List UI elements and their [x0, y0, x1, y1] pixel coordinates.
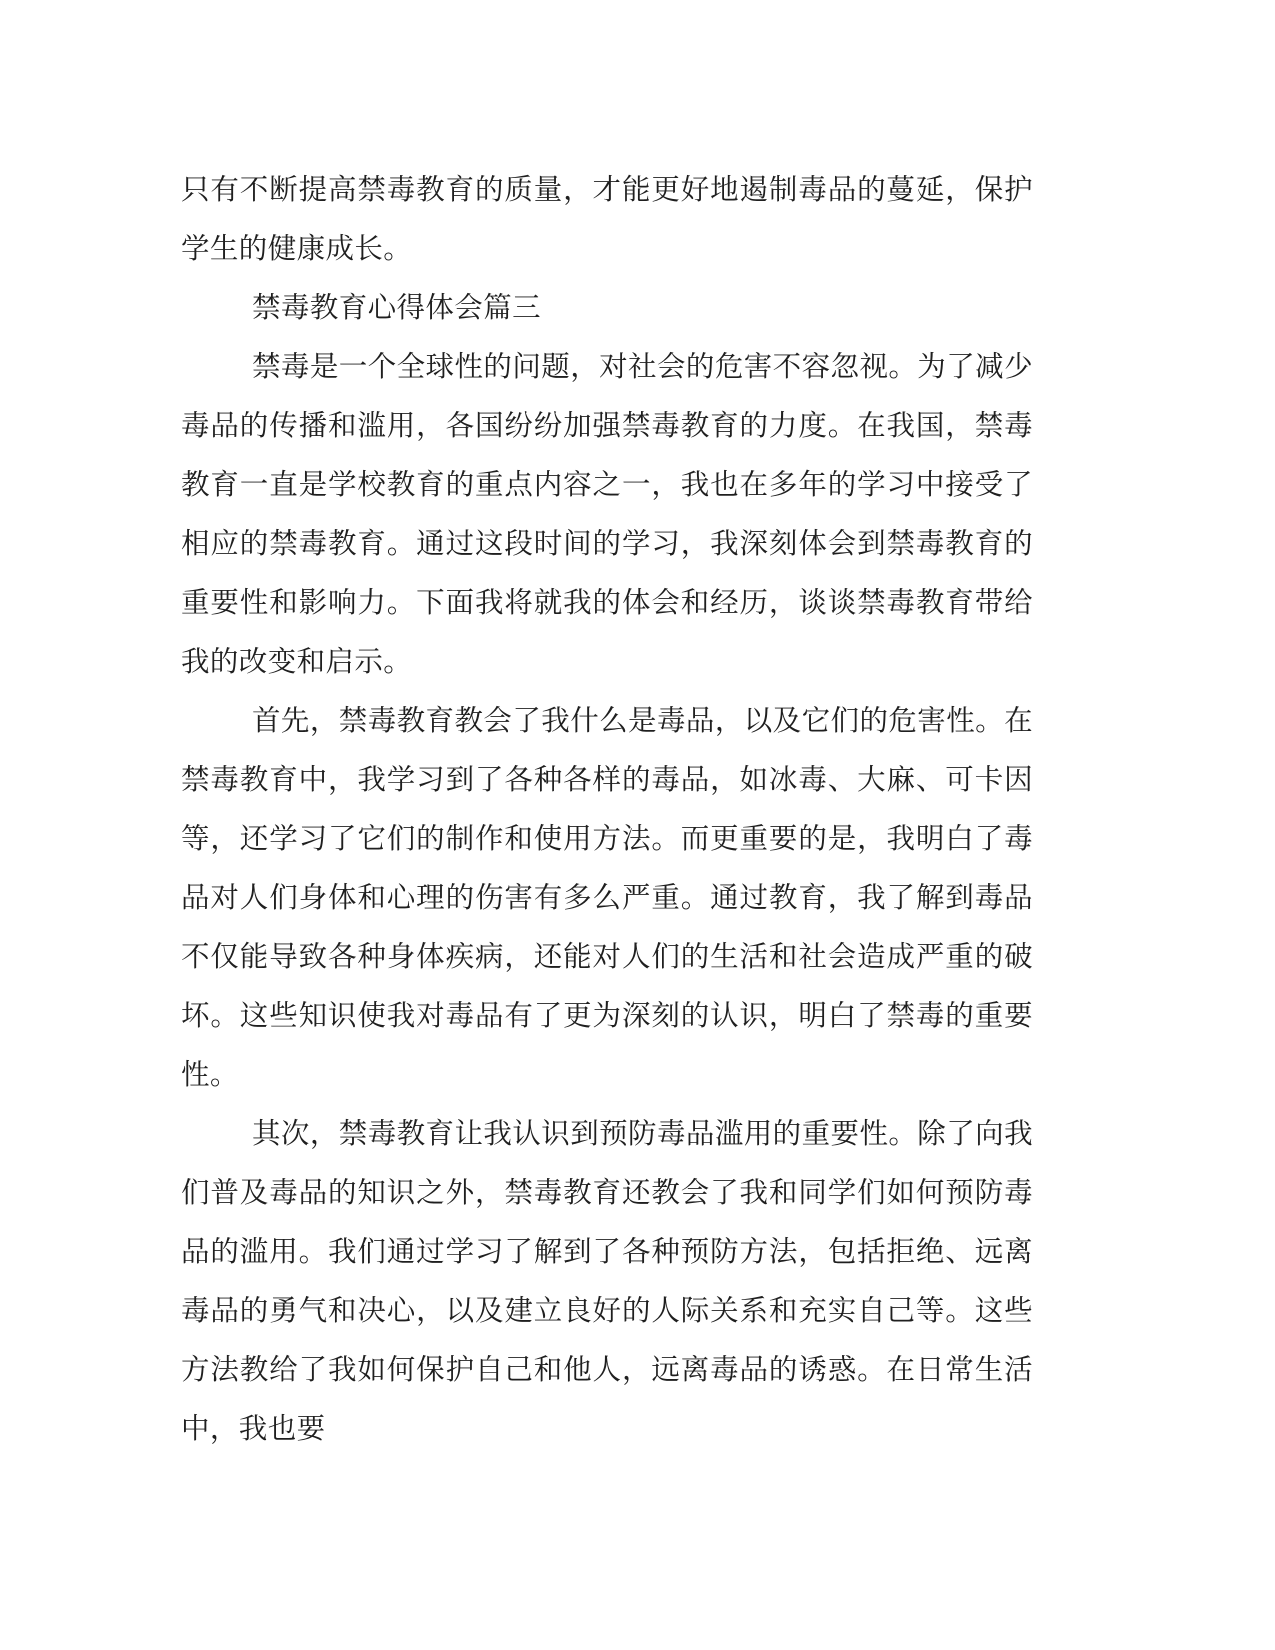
body-paragraph: 首先，禁毒教育教会了我什么是毒品，以及它们的危害性。在禁毒教育中，我学习到了各种各样的毒品，如冰毒、大麻、可卡因等，还学习了它们的制作和使用方法。而更重要的是，我明白了毒品对人们身体和心理的伤害有多么严重。通过教育，我了解到毒品不仅能导致各种身体疾病，还能对人们的生活和社会造成严重的破坏。这些知识使我对毒品有了更为深刻的认识，明白了禁毒的重要性。 — [181, 704, 1033, 1091]
body-paragraph: 禁毒是一个全球性的问题，对社会的危害不容忽视。为了减少毒品的传播和滥用，各国纷纷加强禁毒教育的力度。在我国，禁毒教育一直是学校教育的重点内容之一，我也在多年的学习中接受了相应的禁毒教育。通过这段时间的学习，我深刻体会到禁毒教育的重要性和影响力。下面我将就我的体会和经历，谈谈禁毒教育带给我的改变和启示。 — [181, 350, 1033, 678]
document-body — [181, 160, 1033, 1458]
section-heading: 禁毒教育心得体会篇三 — [252, 291, 542, 324]
intro-paragraph: 只有不断提高禁毒教育的质量，才能更好地遏制毒品的蔓延，保护学生的健康成长。 — [181, 173, 1033, 265]
body-paragraph: 其次，禁毒教育让我认识到预防毒品滥用的重要性。除了向我们普及毒品的知识之外，禁毒教育还教会了我和同学们如何预防毒品的滥用。我们通过学习了解到了各种预防方法，包括拒绝、远离毒品的勇气和决心，以及建立良好的人际关系和充实自己等。这些方法教给了我如何保护自己和他人，远离毒品的诱惑。在日常生活中，我也要 — [181, 1117, 1033, 1445]
